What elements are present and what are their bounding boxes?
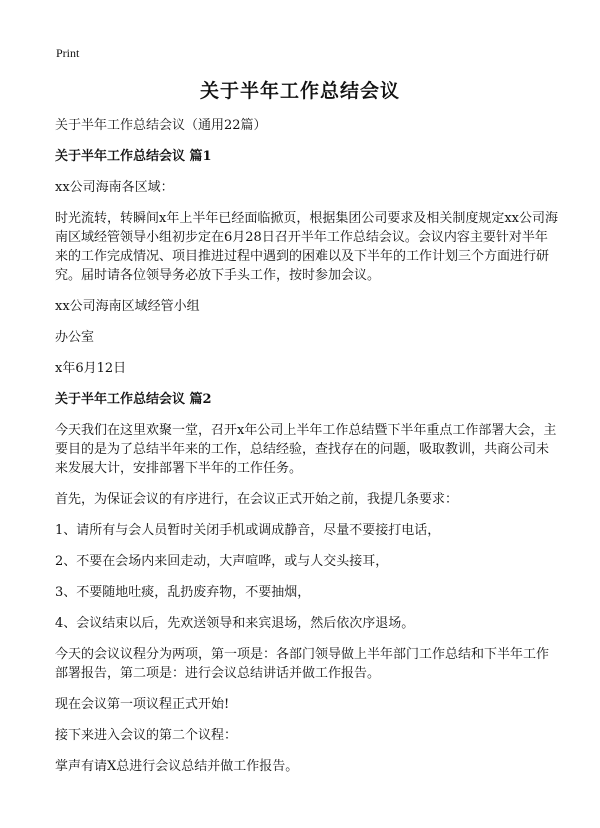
- paragraph: 接下来进入会议的第二个议程：: [55, 728, 238, 743]
- paragraph: 掌声有请X总进行会议总结并做工作报告。: [55, 759, 299, 774]
- paragraph: 首先，为保证会议的有序进行，在会议正式开始之前，我提几条要求：: [55, 492, 459, 507]
- page-title: 关于半年工作总结会议: [199, 80, 400, 102]
- print-label[interactable]: Print: [56, 46, 80, 60]
- list-item: 2、不要在会场内来回走动，大声喧哗，或与人交头接耳，: [55, 554, 389, 569]
- paragraph: xx公司海南区域经管小组: [55, 299, 200, 314]
- document-body: [55, 116, 560, 788]
- paragraph: xx公司海南各区域：: [55, 180, 174, 195]
- section-heading-2: 关于半年工作总结会议 篇2: [55, 392, 212, 407]
- list-item: 3、不要随地吐痰，乱扔废弃物，不要抽烟，: [55, 585, 311, 600]
- paragraph: 现在会议第一项议程正式开始!: [55, 697, 230, 712]
- list-item: 4、会议结束以后，先欢送领导和来宾退场，然后依次序退场。: [55, 616, 415, 631]
- list-item: 1、请所有与会人员暂时关闭手机或调成静音，尽量不要接打电话，: [55, 523, 441, 538]
- paragraph: 今天我们在这里欢聚一堂，召开x年公司上半年工作总结暨下半年重点工作部署大会，主要目的是为了总结半年来的工作，总结经验，查找存在的问题，吸取教训，共商公司未来发展大计，安排部署下半年的工作任务。: [55, 423, 557, 476]
- section-heading-1: 关于半年工作总结会议 篇1: [55, 149, 212, 164]
- paragraph: 办公室: [55, 330, 95, 345]
- paragraph: 今天的会议议程分为两项，第一项是：各部门领导做上半年部门工作总结和下半年工作部署报告，第二项是：进行会议总结讲话并做工作报告。: [55, 647, 550, 681]
- paragraph: 时光流转，转瞬间x年上半年已经面临掀页，根据集团公司要求及相关制度规定xx公司海南区域经管领导小组初步定在6月28日召开半年工作总结会议。会议内容主要针对半年来的工作完成情况、项目推进过程中遇到的困难以及下半年的工作计划三个方面进行研究。届时请各位领导务必放下手头工作，按时参加会议。: [55, 211, 558, 283]
- paragraph: x年6月12日: [55, 361, 127, 376]
- document-subtitle: 关于半年工作总结会议（通用22篇）: [55, 118, 267, 133]
